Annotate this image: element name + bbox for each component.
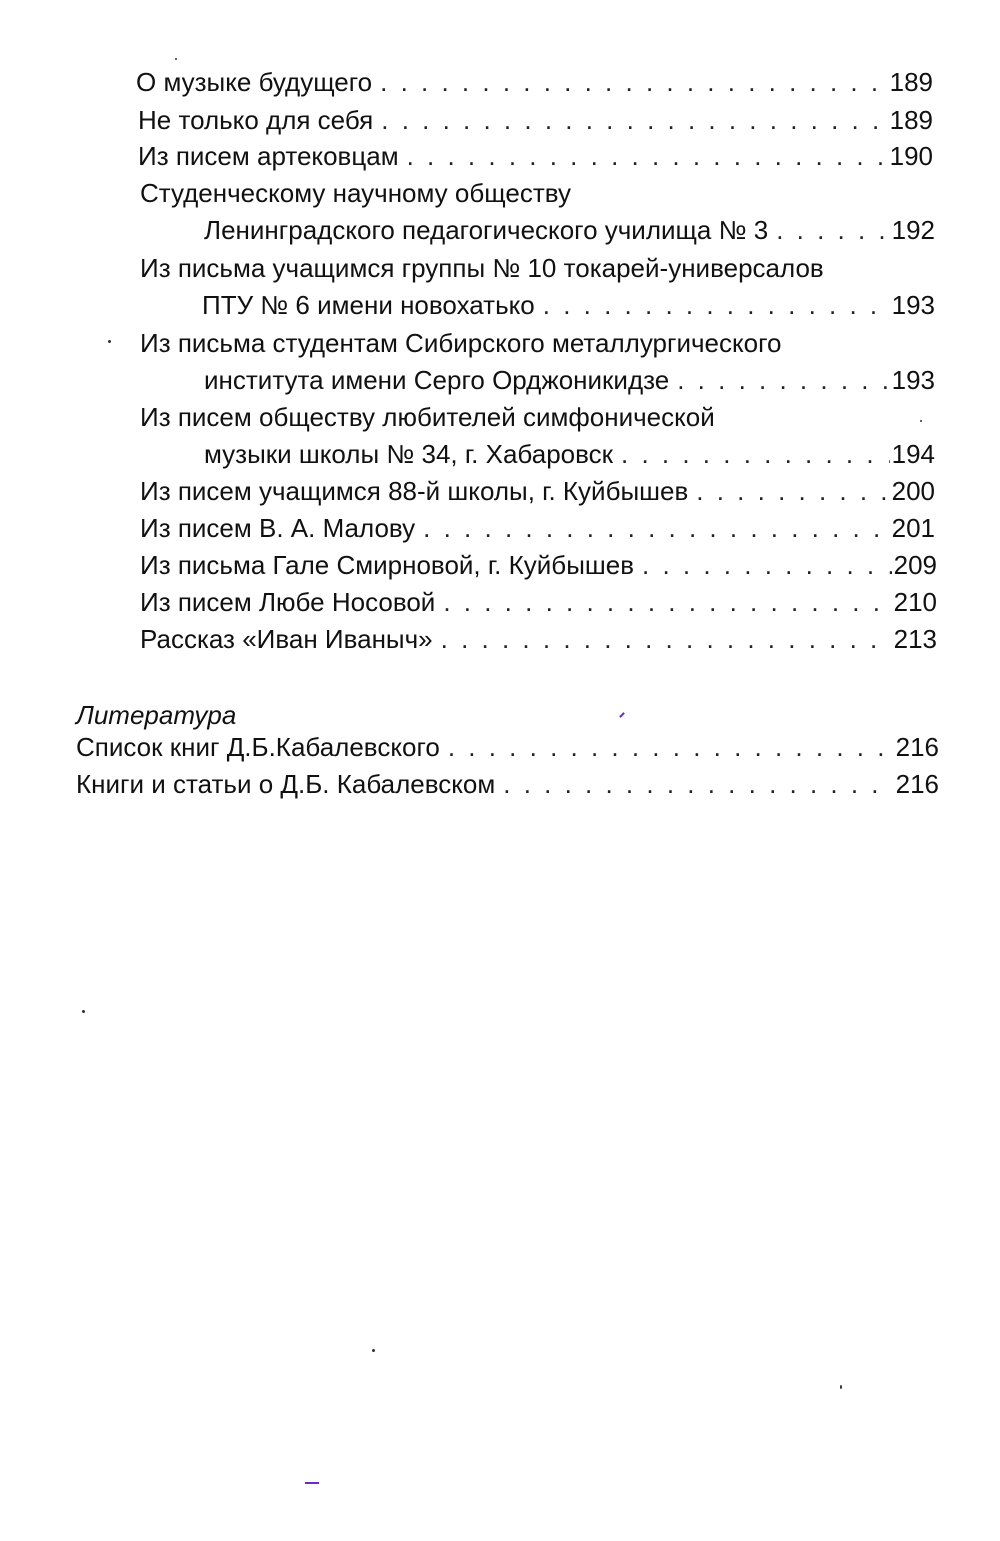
toc-entry-page: 190 <box>889 141 933 171</box>
toc-entry-title: Студенческому научному обществу <box>140 178 571 208</box>
dot-leader <box>696 473 889 509</box>
toc-entry <box>140 473 935 509</box>
toc-entry <box>138 102 933 138</box>
toc-entry-title: Рассказ «Иван Иваныч» <box>140 624 433 654</box>
toc-entry <box>138 138 933 174</box>
dot-leader <box>642 547 892 583</box>
scan-speck <box>175 58 177 60</box>
dot-leader <box>407 138 888 174</box>
toc-entry-page: 213 <box>893 624 937 654</box>
toc-entry-title: Из письма учащимся группы № 10 токарей-универсалов <box>140 253 824 283</box>
toc-entry-title-continued: института имени Серго Орджоникидзе <box>204 365 670 395</box>
dot-leader <box>448 729 894 765</box>
toc-entry-title: Из письма студентам Сибирского металлургического <box>140 328 782 358</box>
toc-entry-title: Из писем обществу любителей симфонической <box>140 402 715 432</box>
dot-leader <box>543 287 890 323</box>
toc-entry-title: Не только для себя <box>138 105 374 135</box>
toc-entry <box>140 621 937 657</box>
ink-mark <box>619 712 625 718</box>
toc-entry-page: 193 <box>891 290 935 320</box>
toc-entry-title-continued: ПТУ № 6 имени новохатько <box>202 290 535 320</box>
dot-leader <box>621 436 890 472</box>
toc-entry-page: 192 <box>891 215 935 245</box>
toc-entry-title: Из писем Любе Носовой <box>140 587 436 617</box>
dot-leader <box>380 64 887 100</box>
scan-speck <box>840 1385 842 1389</box>
scan-speck <box>372 1349 375 1352</box>
toc-entry-page: 201 <box>891 513 935 543</box>
literature-entry <box>76 766 939 802</box>
scan-speck <box>82 1010 85 1013</box>
toc-entry-title: Из писем артековцам <box>138 141 399 171</box>
ink-mark <box>305 1482 319 1484</box>
dot-leader <box>776 212 889 248</box>
toc-entry-page: 193 <box>891 365 935 395</box>
toc-entry <box>140 325 935 398</box>
toc-entry <box>140 547 937 583</box>
toc-entry <box>140 175 935 248</box>
toc-entry-title: Из письма Гале Смирновой, г. Куйбышев <box>140 550 635 580</box>
literature-heading: Литература <box>76 700 237 730</box>
toc-entry-page: 200 <box>891 476 935 506</box>
scan-speck <box>920 420 922 422</box>
scan-speck <box>108 340 111 343</box>
toc-entry-page: 210 <box>893 587 937 617</box>
toc-entry-page: 194 <box>891 439 935 469</box>
dot-leader <box>441 621 892 657</box>
literature-entry-page: 216 <box>895 732 939 762</box>
toc-entry <box>140 250 935 323</box>
toc-entry-title: Из писем В. А. Малову <box>140 513 416 543</box>
literature-entry-title: Книги и статьи о Д.Б. Кабалевском <box>76 769 496 799</box>
toc-entry <box>136 64 933 100</box>
toc-entry <box>140 399 935 472</box>
dot-leader <box>381 102 887 138</box>
toc-entry-title-continued: Ленинградского педагогического училища № 3 <box>204 215 769 245</box>
literature-entry <box>76 729 939 765</box>
toc-entry-page: 189 <box>889 67 933 97</box>
toc-entry-page: 209 <box>893 550 937 580</box>
dot-leader <box>443 584 891 620</box>
dot-leader <box>423 510 889 546</box>
literature-entry-page: 216 <box>895 769 939 799</box>
toc-entry-title-continued: музыки школы № 34, г. Хабаровск <box>204 439 614 469</box>
dot-leader <box>503 766 893 802</box>
toc-entry-page: 189 <box>889 105 933 135</box>
toc-entry-title: Из писем учащимся 88-й школы, г. Куйбышев <box>140 476 689 506</box>
dot-leader <box>677 362 889 398</box>
toc-entry <box>140 510 935 546</box>
toc-entry-title: О музыке будущего <box>136 67 373 97</box>
literature-entry-title: Список книг Д.Б.Кабалевского <box>76 732 440 762</box>
toc-entry <box>140 584 937 620</box>
